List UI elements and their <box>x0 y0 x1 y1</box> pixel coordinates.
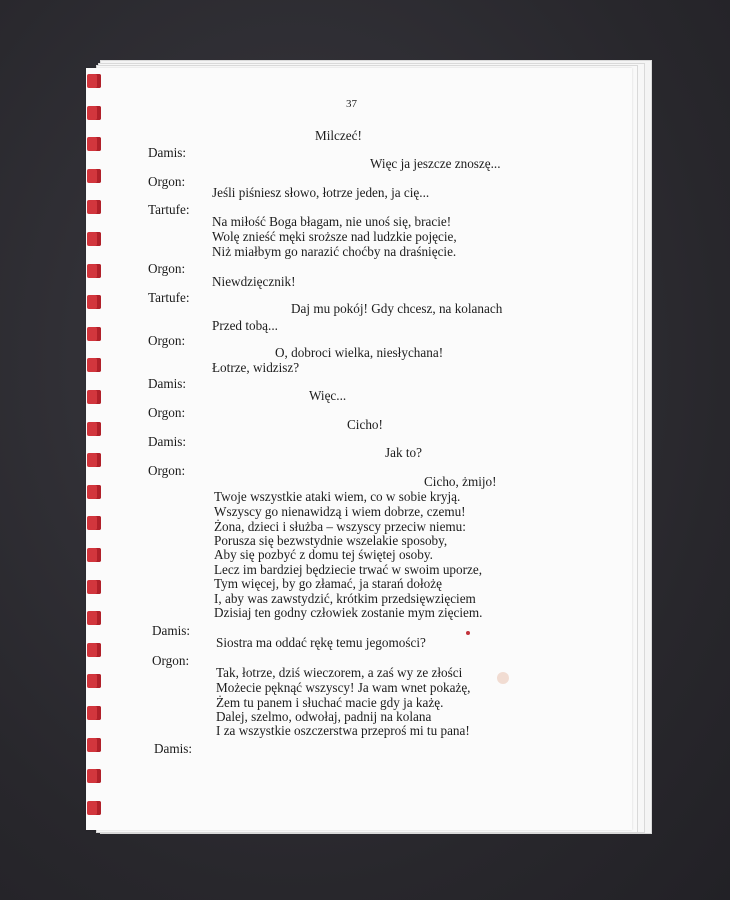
speaker-label: Damis: <box>152 623 191 638</box>
binding-ring <box>87 706 101 720</box>
binding-ring <box>87 358 101 372</box>
verse-line: Przed tobą... <box>212 318 278 333</box>
ink-dot <box>466 631 470 635</box>
verse-line: Jak to? <box>385 445 422 460</box>
verse-line: Wszyscy go nienawidzą i wiem dobrze, czemu! <box>214 504 466 519</box>
speaker-label: Tartufe: <box>148 202 190 217</box>
binding-ring <box>87 137 101 151</box>
verse-line: Dalej, szelmo, odwołaj, padnij na kolana <box>216 709 432 724</box>
binding-ring <box>87 769 101 783</box>
verse-line: I, aby was zawstydzić, krótkim przedsięwzięciem <box>214 591 476 606</box>
verse-line: Łotrze, widzisz? <box>212 360 300 375</box>
verse-line: Dzisiaj ten godny człowiek zostanie mym zięciem. <box>214 605 483 620</box>
verse-line: Daj mu pokój! Gdy chcesz, na kolanach <box>291 301 503 316</box>
verse-line: Możecie pęknąć wszyscy! Ja wam wnet pokażę, <box>216 680 471 695</box>
binding-ring <box>87 74 101 88</box>
speaker-label: Orgon: <box>148 333 186 348</box>
verse-line: Porusza się bezwstydnie wszelakie sposoby, <box>214 533 448 548</box>
binding-ring <box>87 295 101 309</box>
binding-ring <box>87 327 101 341</box>
verse-line: Jeśli piśniesz słowo, łotrze jeden, ja cię... <box>212 185 430 200</box>
verse-line: Aby się pozbyć z domu tej świętej osoby. <box>214 547 433 562</box>
verse-line: Lecz im bardziej będziecie trwać w swoim uporze, <box>214 562 483 577</box>
speaker-label: Damis: <box>148 434 187 449</box>
binding-ring <box>87 801 101 815</box>
verse-line: Żem tu panem i słuchać macie gdy ja każę. <box>216 695 444 710</box>
binding-ring <box>87 169 101 183</box>
binding-ring <box>87 611 101 625</box>
verse-line: Więc ja jeszcze znoszę... <box>370 156 501 171</box>
binding-ring <box>87 390 101 404</box>
verse-line: Tak, łotrze, dziś wieczorem, a zaś wy ze złości <box>216 665 463 680</box>
verse-line: O, dobroci wielka, niesłychana! <box>275 345 444 360</box>
binding-ring <box>87 643 101 657</box>
verse-line: Niewdzięcznik! <box>212 274 296 289</box>
binding-ring <box>87 232 101 246</box>
binding-ring <box>87 516 101 530</box>
binding-ring <box>87 422 101 436</box>
binding-ring <box>87 738 101 752</box>
verse-line: I za wszystkie oszczerstwa przeproś mi tu pana! <box>216 723 470 738</box>
binding-ring <box>87 453 101 467</box>
speaker-label: Damis: <box>154 741 193 756</box>
speaker-label: Damis: <box>148 145 187 160</box>
speaker-label: Orgon: <box>148 174 186 189</box>
verse-line: Niż miałbym go narazić choćby na draśnięcie. <box>212 244 457 259</box>
page-number: 37 <box>346 98 357 110</box>
binding-ring <box>87 200 101 214</box>
speaker-label: Orgon: <box>148 405 186 420</box>
paper-stain <box>497 672 509 684</box>
verse-line: Twoje wszystkie ataki wiem, co w sobie kryją. <box>214 489 461 504</box>
binding-ring <box>87 485 101 499</box>
speaker-label: Orgon: <box>148 463 186 478</box>
verse-line: Cicho, żmijo! <box>424 474 497 489</box>
binding-ring <box>87 264 101 278</box>
binding-ring <box>87 548 101 562</box>
verse-line: Wolę znieść męki sroższe nad ludzkie pojęcie, <box>212 229 457 244</box>
speaker-label: Orgon: <box>148 261 186 276</box>
binding-ring <box>87 674 101 688</box>
speaker-label: Tartufe: <box>148 290 190 305</box>
verse-line: Na miłość Boga błagam, nie unoś się, bracie! <box>212 214 452 229</box>
binding-ring <box>87 580 101 594</box>
verse-line: Więc... <box>309 388 347 403</box>
verse-line: Siostra ma oddać rękę temu jegomości? <box>216 635 426 650</box>
speaker-label: Damis: <box>148 376 187 391</box>
verse-line: Tym więcej, by go złamać, ja starań dołożę <box>214 576 442 591</box>
verse-line: Cicho! <box>347 417 383 432</box>
spiral-binding <box>84 70 106 830</box>
speaker-label: Orgon: <box>152 653 190 668</box>
verse-line: Żona, dzieci i służba – wszyscy przeciw niemu: <box>214 519 466 534</box>
binding-ring <box>87 106 101 120</box>
verse-line: Milczeć! <box>315 128 362 143</box>
